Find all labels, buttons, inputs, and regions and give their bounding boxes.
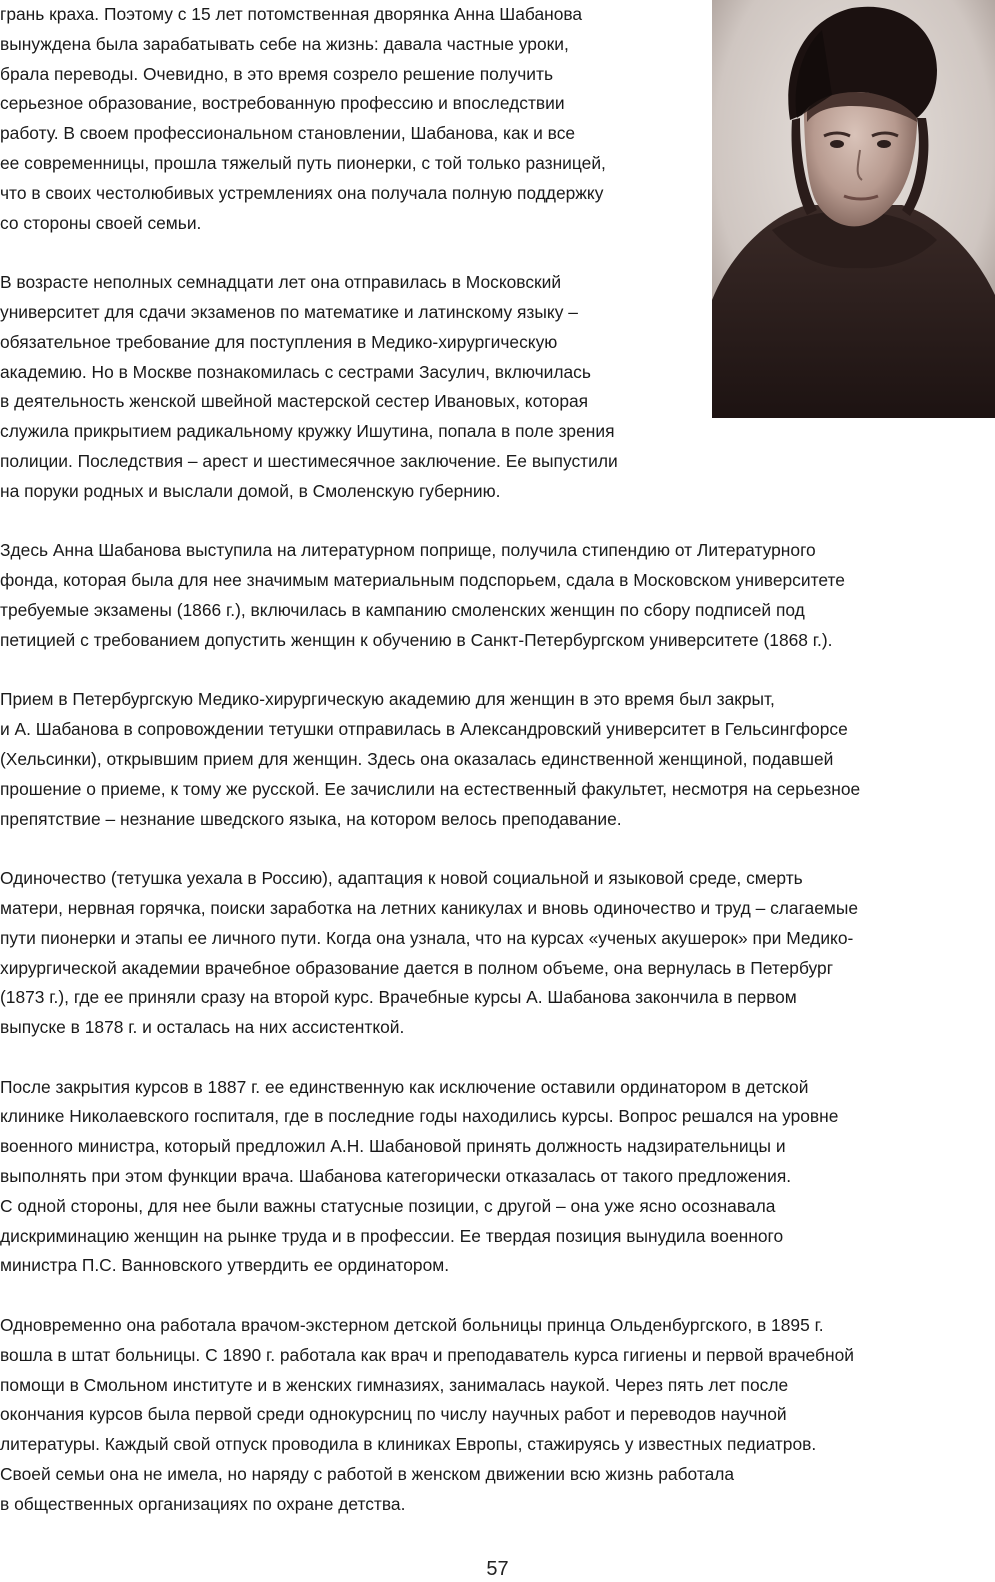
text-line: требуемые экзамены (1866 г.), включилась в кампанию смоленских женщин по сбору подписей под [0,599,805,620]
paragraph-spacer [0,238,860,268]
text-line: грань краха. Поэтому с 15 лет потомственная дворянка Анна Шабанова [0,4,583,24]
text-line: (1873 г.), где ее приняли сразу на второй курс. Врачебные курсы А. Шабанова закончила в первом [0,987,797,1008]
text-line: С одной стороны, для нее были важны статусные позиции, с другой – она уже ясно осознавала [0,1195,776,1216]
text-line: академию. Но в Москве познакомилась с сестрами Засулич, включилась [0,361,591,382]
text-line: в общественных организациях по охране детства. [0,1493,406,1514]
text-line: фонда, которая была для нее значимым материальным подспорьем, сдала в Московском университете [0,570,845,591]
text-line: матери, нервная горячка, поиски заработка на летних каникулах и вновь одиночество и труд – слагаемые [0,897,859,918]
text-line: ее современницы, прошла тяжелый путь пионерки, с той только разницей, [0,152,606,173]
text-line: университет для сдачи экзаменов по математике и латинскому языку – [0,301,578,322]
text-line: выполнять при этом функции врача. Шабанова категорически отказалась от такого предложения. [0,1166,792,1187]
text-line: помощи в Смольном институте и в женских гимназиях, занималась наукой. Через пять лет после [0,1374,789,1395]
text-line: хирургической академии врачебное образование дается в полном объеме, она вернулась в Петербург [0,957,834,978]
text-line: После закрытия курсов в 1887 г. ее единственную как исключение оставили ординатором в детской [0,1076,809,1097]
text-line: клинике Николаевского госпиталя, где в последние годы находились курсы. Вопрос решался на уровне [0,1106,839,1127]
text-line: препятствие – незнание шведского языка, на котором велось преподавание. [0,808,622,829]
text-line: Своей семьи она не имела, но наряду с работой в женском движении всю жизнь работала [0,1464,735,1485]
text-line: брала переводы. Очевидно, в это время созрело решение получить [0,63,554,84]
text-line: Здесь Анна Шабанова выступила на литературном поприще, получила стипендию от Литературного [0,540,816,561]
text-line: Одновременно она работала врачом-экстерном детской больницы принца Ольденбургского, в 1895 г. [0,1315,824,1336]
text-line: со стороны своей семьи. [0,212,202,233]
text-line: обязательное требование для поступления в Медико-хирургическую [0,331,558,352]
text-line: военного министра, который предложил А.Н. Шабановой принять должность надзирательницы и [0,1136,786,1157]
text-line: серьезное образование, востребованную профессию и впоследствии [0,93,565,114]
paragraph-spacer [0,656,860,686]
text-line: выпуске в 1878 г. и осталась на них ассистенткой. [0,1017,405,1038]
text-line: служила прикрытием радикальному кружку Ишутина, попала в поле зрения [0,421,615,442]
text-line: литературы. Каждый свой отпуск проводила в клиниках Европы, стажируясь у известных педиатров. [0,1434,817,1455]
paragraph-spacer [0,1281,860,1311]
paragraph-spacer [0,834,860,864]
page-number: 57 [486,1558,509,1580]
text-line: полиции. Последствия – арест и шестимесячное заключение. Ее выпустили [0,450,618,471]
text-line: (Хельсинки), открывшим прием для женщин. Здесь она оказалась единственной женщиной, подавшей [0,748,834,769]
text-line: Прием в Петербургскую Медико-хирургическую академию для женщин в это время был закрыт, [0,689,775,710]
text-line: министра П.С. Ванновского утвердить ее ординатором. [0,1255,450,1276]
text-line: вошла в штат больницы. С 1890 г. работала как врач и преподаватель курса гигиены и первой врачебной [0,1344,854,1365]
text-line: петицией с требованием допустить женщин к обучению в Санкт-Петербургском университете (1868 г.). [0,629,833,650]
text-line: работу. В своем профессиональном становлении, Шабанова, как и все [0,123,576,144]
text-line: пути пионерки и этапы ее личного пути. Когда она узнала, что на курсах «ученых акушерок» при Медико- [0,927,854,948]
paragraph-spacer [0,1043,860,1073]
text-line: В возрасте неполных семнадцати лет она отправилась в Московский [0,272,562,293]
paragraph-spacer [0,507,860,537]
text-line: на поруки родных и выслали домой, в Смоленскую губернию. [0,480,501,501]
text-line: дискриминацию женщин на рынке труда и в профессии. Ее твердая позиция вынудила военного [0,1225,784,1246]
text-line: в деятельность женской швейной мастерской сестер Ивановых, которая [0,391,589,412]
text-line: прошение о приеме, к тому же русской. Ее зачислили на естественный факультет, несмотря на серьезное [0,778,861,799]
text-line: и А. Шабанова в сопровождении тетушки отправилась в Александровский университет в Гельсингфорсе [0,719,848,740]
text-line: окончания курсов была первой среди однокурсниц по числу научных работ и переводов научной [0,1404,787,1425]
text-line: Одиночество (тетушка уехала в Россию), адаптация к новой социальной и языковой среде, смерть [0,868,803,889]
text-line: вынуждена была зарабатывать себе на жизнь: давала частные уроки, [0,33,569,54]
text-line: что в своих честолюбивых устремлениях она получала полную поддержку [0,182,604,203]
